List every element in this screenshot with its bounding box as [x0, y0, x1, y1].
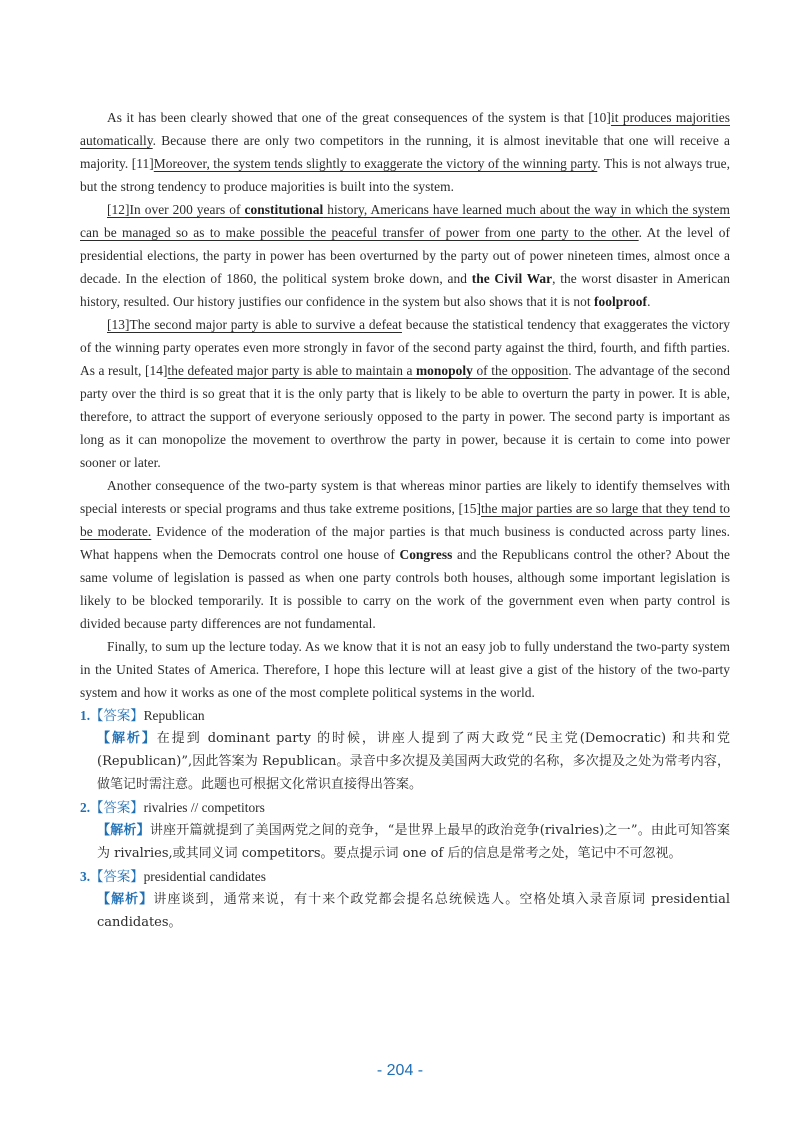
explanation-tag: 【解析】 [97, 892, 154, 907]
bold-term: Congress [399, 547, 453, 562]
page-body [80, 106, 730, 934]
bold-term: the Civil War [471, 271, 553, 286]
answer-item-2 [80, 796, 730, 865]
text: . This is not always true, but the strong tendency to produce majorities is built into the system. [80, 156, 730, 194]
page-number: - 204 - [376, 1062, 424, 1079]
answer-tag: 【答案】 [90, 800, 144, 815]
underlined-text: of the opposition [472, 363, 569, 378]
underlined-text: history, Americans have learned much about the way in which the system can be managed so as to make possible the peaceful transfer of power from one party to the other [80, 202, 730, 240]
underlined-text: Moreover, the system tends slightly to exaggerate the victory of the winning party [153, 156, 598, 171]
text: and the Republicans control the other? About the same volume of legislation is passed as when one party controls both houses, although some important legislation is likely to be blocked temporarily. It is possible to carry on the work of the government even when party control is divided because party differences are not fundamental. [80, 547, 730, 631]
question-number: 3. [80, 869, 91, 884]
answer-text: rivalries // competitors [143, 800, 265, 815]
underlined-text: the major parties are so large that they tend to be moderate. [80, 501, 730, 539]
text: . [647, 294, 651, 309]
paragraph-1 [80, 106, 730, 198]
text: . The advantage of the second party over the third is so great that it is the only party that is likely to be able to overturn the party in power. It is able, therefore, to attract the support of everyone seriously opposed to the party in power. The second party is important as long as it can monopolize the movement to overthrow the party in power, because it is certain to come into power sooner or later. [80, 363, 730, 470]
text: , the worst disaster in American history, resulted. Our history justifies our confidence in the system but also shows that it is not [80, 271, 730, 309]
text: . Because there are only two competitors in the running, it is almost inevitable that one will receive a majority. [11] [80, 133, 730, 171]
answer-text: Republican [143, 708, 205, 723]
answer-item-3 [80, 865, 730, 934]
underlined-text: [13]The second major party is able to survive a defeat [107, 317, 402, 332]
bold-term: monopoly [415, 363, 473, 378]
answer-tag: 【答案】 [90, 708, 144, 723]
text: As it has been clearly showed that one of the great consequences of the system is that [10] [107, 110, 611, 125]
bold-term: foolproof [594, 294, 648, 309]
paragraph-5 [80, 635, 730, 704]
paragraph-4 [80, 474, 730, 635]
text: Finally, to sum up the lecture today. As we know that it is not an easy job to fully understand the two-party system in the United States of America. Therefore, I hope this lecture will at least give a gist of the history of the two-party system and how it works as one of the most complete political systems in the world. [80, 639, 730, 700]
text: . At the level of presidential elections, the party in power has been overturned by the party out of power nineteen times, almost once a decade. In the election of 1860, the political system broke down, and [80, 225, 730, 286]
bold-term: constitutional [244, 202, 324, 217]
question-number: 1. [80, 708, 91, 723]
paragraph-3 [80, 313, 730, 474]
text: Another consequence of the two-party system is that whereas minor parties are likely to identify themselves with special interests or special programs and thus take extreme positions, [15] [80, 478, 730, 516]
underlined-text: the defeated major party is able to maintain a [167, 363, 416, 378]
answer-tag: 【答案】 [90, 869, 144, 884]
answer-item-1 [80, 704, 730, 796]
explanation-tag: 【解析】 [97, 731, 157, 746]
explanation-text: 讲座开篇就提到了美国两党之间的竞争，“是世界上最早的政治竞争(rivalries)之一”。由此可知答案为 rivalries,或其同义词 competitors。要点提示词 one of 后的信息是常考之处，笔记中不可忽视。 [97, 823, 730, 861]
text: because the statistical tendency that exaggerates the victory of the winning party operates even more strongly in favor of the second party against the third, fourth, and fifth parties. As a result, [14] [80, 317, 730, 378]
underlined-text: it produces majorities automatically [80, 110, 730, 148]
underlined-text: [12]In over 200 years of [107, 202, 245, 217]
question-number: 2. [80, 800, 91, 815]
answer-text: presidential candidates [143, 869, 266, 884]
paragraph-2 [80, 198, 730, 313]
text: Evidence of the moderation of the major parties is that much business is conducted across party lines. What happens when the Democrats control one house of [80, 524, 731, 562]
explanation-text: 在提到 dominant party 的时候，讲座人提到了两大政党“民主党(Democratic) 和共和党(Republican)”,因此答案为 Republican。录音中多次提及美国两大政党的名称，多次提及之处为常考内容，做笔记时需注意。此题也可根据文化常识直接得出答案。 [97, 731, 730, 792]
explanation-tag: 【解析】 [97, 823, 150, 838]
explanation-text: 讲座谈到，通常来说，有十来个政党都会提名总统候选人。空格处填入录音原词 presidential candidates。 [97, 892, 730, 930]
